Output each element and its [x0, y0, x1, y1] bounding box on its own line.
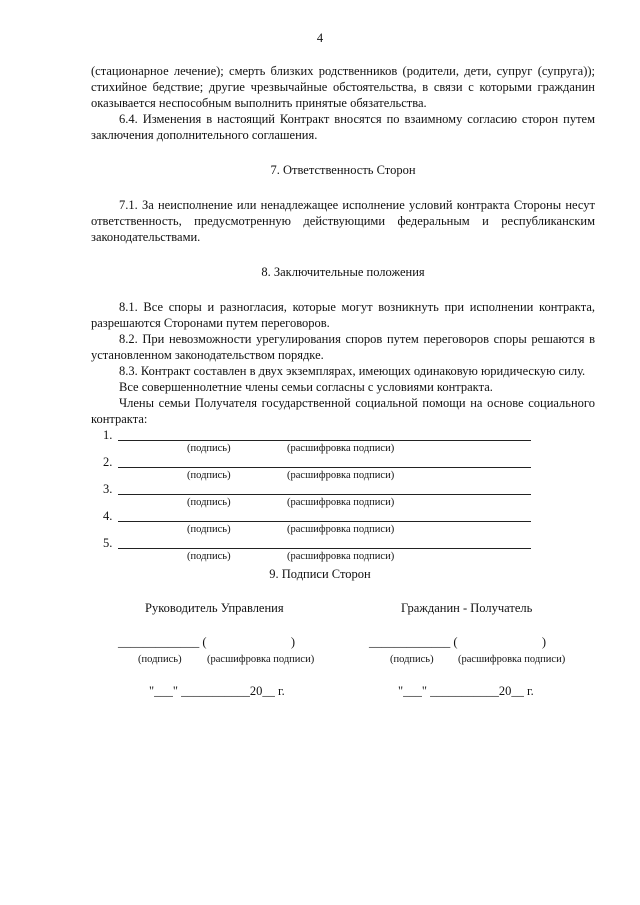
right-party-sign-line[interactable]: _____________ ( )	[369, 635, 547, 649]
family-signature-row	[91, 454, 595, 481]
left-party-sign-line[interactable]: _____________ ( )	[118, 635, 296, 649]
right-party-title: Гражданин - Получатель	[401, 601, 533, 615]
left-party-date-line[interactable]: "___" ___________20__ г.	[149, 684, 285, 698]
decode-caption: (расшифровка подписи)	[287, 470, 395, 481]
section-9-title: 9. Подписи Сторон	[269, 567, 371, 581]
family-signature-row	[91, 481, 595, 508]
decode-caption: (расшифровка подписи)	[287, 524, 395, 535]
paragraph-family-members: Члены семьи Получателя государственной социальной помощи на основе социального контракта:	[91, 396, 595, 426]
document-body	[91, 63, 595, 562]
paragraph-6-4: 6.4. Изменения в настоящий Контракт вносятся по взаимному согласию сторон путем заключения дополнительного соглашения.	[91, 112, 595, 142]
family-signature-row	[91, 427, 595, 454]
right-party-decode-caption: (расшифровка подписи)	[458, 654, 566, 665]
paragraph-force-majeure: (стационарное лечение); смерть близких родственников (родители, дети, супруг (супруга)); стихийное бедствие; другие чрезвычайные обстоятельства, в связи с которыми гражданин оказывается неспособным выполнить принятые обязательства.	[91, 64, 595, 110]
row-number: 2.	[103, 455, 113, 469]
right-party-date-line[interactable]: "___" ___________20__ г.	[398, 684, 534, 698]
decode-caption: (расшифровка подписи)	[287, 443, 395, 454]
left-party-sign-caption: (подпись)	[138, 654, 182, 665]
paragraph-8-3: 8.3. Контракт составлен в двух экземплярах, имеющих одинаковую юридическую силу.	[119, 364, 586, 378]
paragraph-8-2: 8.2. При невозможности урегулирования споров путем переговоров споры решаются в установленном законодательством порядке.	[91, 332, 595, 362]
row-number: 1.	[103, 428, 113, 442]
family-signature-list	[91, 427, 595, 562]
decode-caption: (расшифровка подписи)	[287, 497, 395, 508]
family-signature-row	[91, 535, 595, 562]
paragraph-8-1: 8.1. Все споры и разногласия, которые могут возникнуть при исполнении контракта, разрешаются Сторонами путем переговоров.	[91, 300, 595, 330]
signature-caption: (подпись)	[187, 443, 231, 454]
row-number: 5.	[103, 536, 113, 550]
signature-caption: (подпись)	[187, 470, 231, 481]
section-7-title: 7. Ответственность Сторон	[270, 163, 416, 177]
row-number: 3.	[103, 482, 113, 496]
signature-caption: (подпись)	[187, 497, 231, 508]
section-8-title: 8. Заключительные положения	[261, 265, 425, 279]
paragraph-7-1: 7.1. За неисполнение или ненадлежащее исполнение условий контракта Стороны несут ответственность, предусмотренную действующими федеральным и республиканским законодательствами.	[91, 198, 595, 244]
paragraph-adults-agree: Все совершеннолетние члены семьи согласны с условиями контракта.	[119, 380, 493, 394]
left-party-title: Руководитель Управления	[145, 601, 284, 615]
right-party-sign-caption: (подпись)	[390, 654, 434, 665]
family-signature-row	[91, 508, 595, 535]
decode-caption: (расшифровка подписи)	[287, 551, 395, 562]
signature-caption: (подпись)	[187, 551, 231, 562]
signature-caption: (подпись)	[187, 524, 231, 535]
row-number: 4.	[103, 509, 113, 523]
page-number: 4	[316, 31, 324, 45]
left-party-decode-caption: (расшифровка подписи)	[207, 654, 315, 665]
